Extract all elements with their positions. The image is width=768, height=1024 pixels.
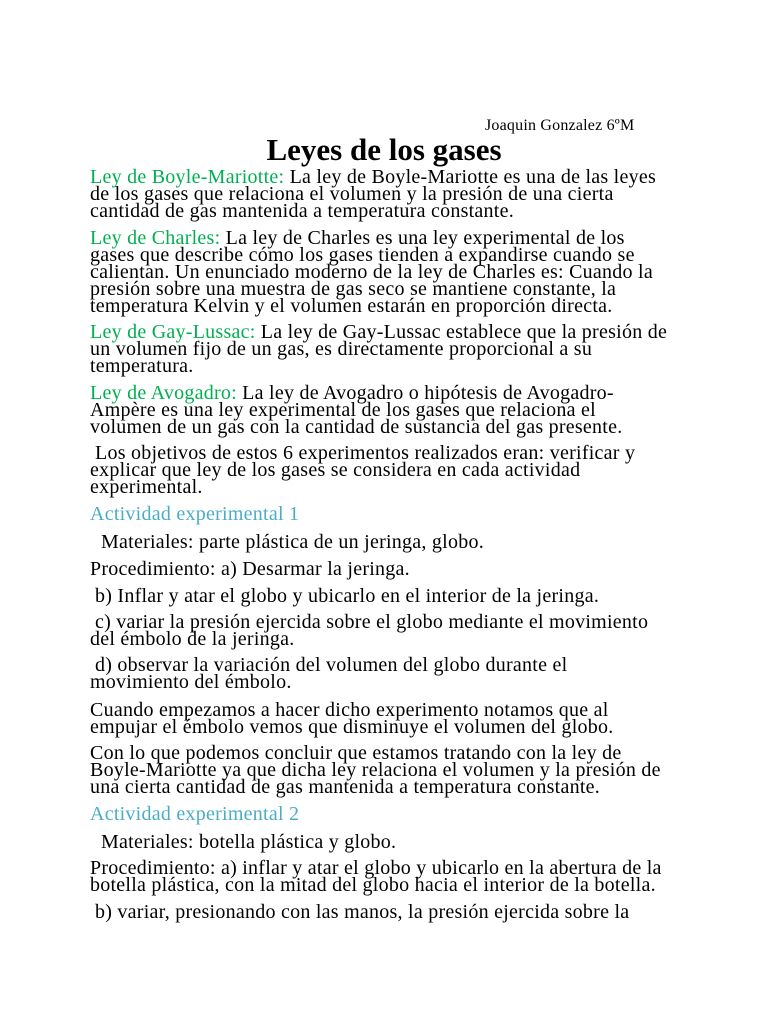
text-line: Procedimiento: a) inflar y atar el globo y ubicarlo en la abertura de la — [90, 857, 662, 879]
text-line: Materiales: parte plástica de un jeringa, globo. — [101, 531, 484, 553]
activity-1-step-b — [90, 585, 600, 607]
activity-1-step-c — [90, 611, 649, 650]
objectives-paragraph — [90, 442, 636, 498]
text-line: calientan. Un enunciado moderno de la ley de Charles es: Cuando la — [90, 261, 653, 283]
activity-2-step-b — [90, 901, 630, 923]
author-name: Joaquin Gonzalez 6ºM — [485, 117, 635, 134]
law-boyle-mariotte — [90, 166, 657, 222]
text-line: experimental. — [90, 476, 203, 498]
law-text: La ley de Avogadro o hipótesis de Avogadro- — [242, 382, 614, 404]
text-line: movimiento del émbolo. — [90, 671, 292, 693]
activity-1-materials — [90, 531, 484, 553]
law-text: La ley de Boyle-Mariotte es una de las leyes — [289, 166, 657, 188]
activity-1-step-a — [90, 558, 410, 580]
activity-2-materials — [90, 831, 397, 853]
text-line: botella plástica, con la mitad del globo hacia el interior de la botella. — [90, 874, 656, 896]
activity-1-step-d — [90, 654, 568, 693]
activity-1-heading: Actividad experimental 1 — [90, 503, 300, 525]
law-text: La ley de Gay-Lussac establece que la presión de — [260, 321, 668, 343]
text-line: d) observar la variación del volumen del globo durante el — [95, 654, 568, 676]
activity-1-conclusion — [90, 742, 661, 798]
text-line: cantidad de gas mantenida a temperatura constante. — [90, 200, 514, 222]
text-line: una cierta cantidad de gas mantenida a temperatura constante. — [90, 776, 601, 798]
text-line: Con lo que podemos concluir que estamos tratando con la ley de — [90, 742, 622, 764]
text-line: b) Inflar y atar el globo y ubicarlo en el interior de la jeringa. — [95, 585, 600, 607]
text-line: temperatura. — [90, 355, 194, 377]
text-line: de los gases que relaciona el volumen y la presión de una cierta — [90, 183, 614, 205]
law-gay-lussac — [90, 321, 668, 377]
text-line: Ampère es una ley experimental de los gases que relaciona el — [90, 399, 596, 421]
text-line: empujar el émbolo vemos que disminuye el volumen del globo. — [90, 716, 614, 738]
text-line: Boyle-Mariotte ya que dicha ley relaciona el volumen y la presión de — [90, 759, 661, 781]
law-label: Ley de Gay-Lussac: — [90, 321, 256, 343]
law-label: Ley de Avogadro: — [90, 382, 237, 404]
text-line: del émbolo de la jeringa. — [90, 628, 295, 650]
law-label: Ley de Boyle-Mariotte: — [90, 166, 285, 188]
text-line: un volumen fijo de un gas, es directamente proporcional a su — [90, 338, 593, 360]
text-line: gases que describe cómo los gases tienden a expandirse cuando se — [90, 244, 635, 266]
text-line: Procedimiento: a) Desarmar la jeringa. — [90, 558, 410, 580]
law-text: La ley de Charles es una ley experimental de los — [225, 227, 625, 249]
text-line: temperatura Kelvin y el volumen estarán en proporción directa. — [90, 295, 613, 317]
law-charles — [90, 227, 653, 317]
law-avogadro — [90, 382, 623, 438]
text-line: Cuando empezamos a hacer dicho experimento notamos que al — [90, 699, 609, 721]
law-label: Ley de Charles: — [90, 227, 221, 249]
activity-1-observation — [90, 699, 614, 738]
text-line: c) variar la presión ejercida sobre el globo mediante el movimiento — [95, 611, 649, 633]
text-line: presión sobre una muestra de gas seco se mantiene constante, la — [90, 278, 617, 300]
text-line: volumen de un gas con la cantidad de sustancia del gas presente. — [90, 416, 623, 438]
text-line: b) variar, presionando con las manos, la presión ejercida sobre la — [95, 901, 630, 923]
activity-2-heading: Actividad experimental 2 — [90, 803, 300, 825]
document-title: Leyes de los gases — [266, 132, 502, 167]
text-line: Los objetivos de estos 6 experimentos realizados eran: verificar y — [95, 442, 636, 464]
text-line: explicar que ley de los gases se considera en cada actividad — [90, 459, 581, 481]
text-line: Materiales: botella plástica y globo. — [101, 831, 397, 853]
activity-2-step-a — [90, 857, 662, 896]
